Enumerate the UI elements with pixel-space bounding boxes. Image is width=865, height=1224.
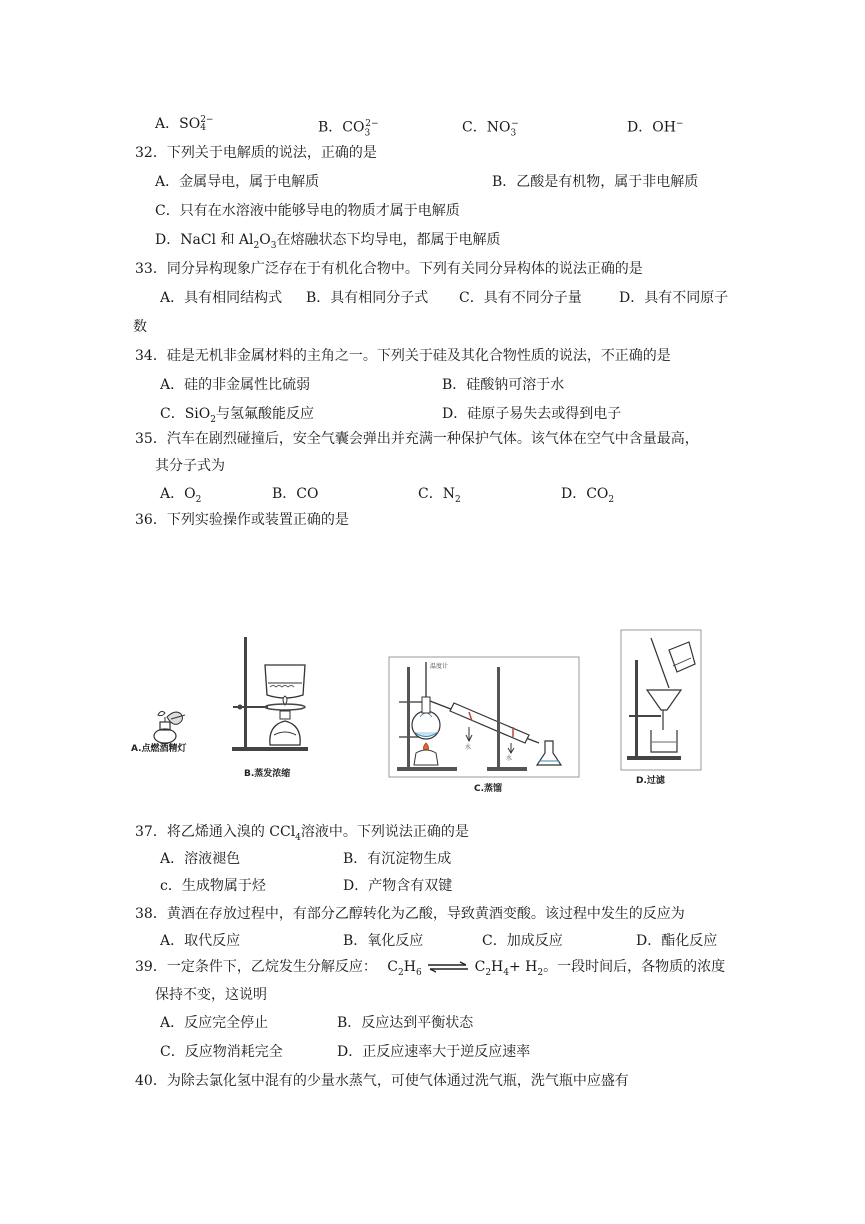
q39-stem-line1: 39．一定条件下，乙烷发生分解反应： $C_2H_6$ $C_2H_4+ H_2$。一段时间后，各物质的浓度 [135,959,726,978]
thermometer-label: 温度计 [430,663,449,670]
q38-option-b: B．氧化反应 [343,933,424,949]
q38-stem: 38．黄酒在存放过程中，有部分乙醇转化为乙酸，导致黄酒变酸。该过程中发生的反应为 [135,906,685,922]
q35-option-c: C．$N_2$ [418,486,461,505]
q32-option-c: C．只有在水溶液中能够导电的物质才属于电解质 [155,203,460,219]
q37-stem: 37．将乙烯通入溴的 CCl$_4$溶液中。下列说法正确的是 [135,824,469,843]
q33-option-d: D．具有不同原子 [619,290,729,306]
q39-option-b: B．反应达到平衡状态 [337,1015,474,1031]
q33-stem: 33．同分异构现象广泛存在于有机化合物中。下列有关同分异构体的说法正确的是 [135,261,643,277]
q35-stem-line2: 其分子式为 [155,458,225,474]
q38-option-d: D．酯化反应 [636,933,718,949]
q37-option-a: A．溶液褪色 [160,851,241,867]
q37-option-c: c．生成物属于烃 [160,878,266,894]
q33-option-c: C．具有不同分子量 [459,290,582,306]
figure-d-caption: D.过滤 [636,776,665,786]
q34-option-d: D．硅原子易失去或得到电子 [442,406,622,422]
q32-option-d: D．NaCl 和 $Al_2O_3$在熔融状态下均导电，都属于电解质 [155,232,501,251]
q32-option-a: A．金属导电，属于电解质 [155,174,320,190]
q32-stem: 32．下列关于电解质的说法，正确的是 [135,145,377,161]
q40-stem: 40．为除去氯化氢中混有的少量水蒸气，可使气体通过洗气瓶，洗气瓶中应盛有 [135,1073,629,1089]
q38-option-a: A．取代反应 [160,933,241,949]
q31-option-b: B．$CO_3^{2-}$ [318,119,379,139]
q39-option-a: A．反应完全停止 [160,1015,269,1031]
figure-b-evaporation-setup [228,635,313,755]
q35-option-d: D．$CO_2$ [561,486,615,505]
q33-option-b: B．具有相同分子式 [306,290,429,306]
q35-option-a: A．$O_2$ [160,486,202,505]
equilibrium-arrow-icon [426,962,470,972]
q31-option-c: C．$NO_3^-$ [462,119,519,139]
figure-a-lighting-alcohol-lamp [145,705,195,745]
q34-option-a: A．硅的非金属性比硫弱 [160,377,311,393]
q31-option-d: D．OH− [627,119,684,136]
water-inlet-label: 水 [465,744,472,751]
q39-stem-line2: 保持不变，这说明 [155,987,267,1003]
q33-option-d-wrap: 数 [133,319,147,335]
water-outlet-label: 水 [506,755,513,762]
figure-d-filtration-setup [621,630,701,770]
q32-option-b: B．乙酸是有机物，属于非电解质 [492,174,699,190]
figure-b-caption: B.蒸发浓缩 [244,769,291,779]
q35-option-b: B．CO [272,486,319,502]
q31-option-a: A．SO 2− 4 [155,115,214,133]
q39-option-d: D．正反应速率大于逆反应速率 [337,1044,531,1060]
q36-stem: 36．下列实验操作或装置正确的是 [135,512,349,528]
q33-option-a: A．具有相同结构式 [160,290,283,306]
figure-c-caption: C.蒸馏 [474,784,503,794]
q34-stem: 34．硅是无机非金属材料的主角之一。下列关于硅及其化合物性质的说法，不正确的是 [135,348,671,364]
q37-option-b: B．有沉淀物生成 [343,851,452,867]
q39-option-c: C．反应物消耗完全 [160,1044,283,1060]
figure-a-caption: A.点燃酒精灯 [131,744,187,754]
q35-stem-line1: 35．汽车在剧烈碰撞后，安全气囊会弹出并充满一种保护气体。该气体在空气中含量最高， [135,431,699,447]
q34-option-c: C．SiO$_2$与氢氟酸能反应 [160,406,314,425]
figure-c-distillation-setup [389,657,579,777]
q37-option-d: D．产物含有双键 [343,878,453,894]
q38-option-c: C．加成反应 [482,933,563,949]
q34-option-b: B．硅酸钠可溶于水 [442,377,565,393]
